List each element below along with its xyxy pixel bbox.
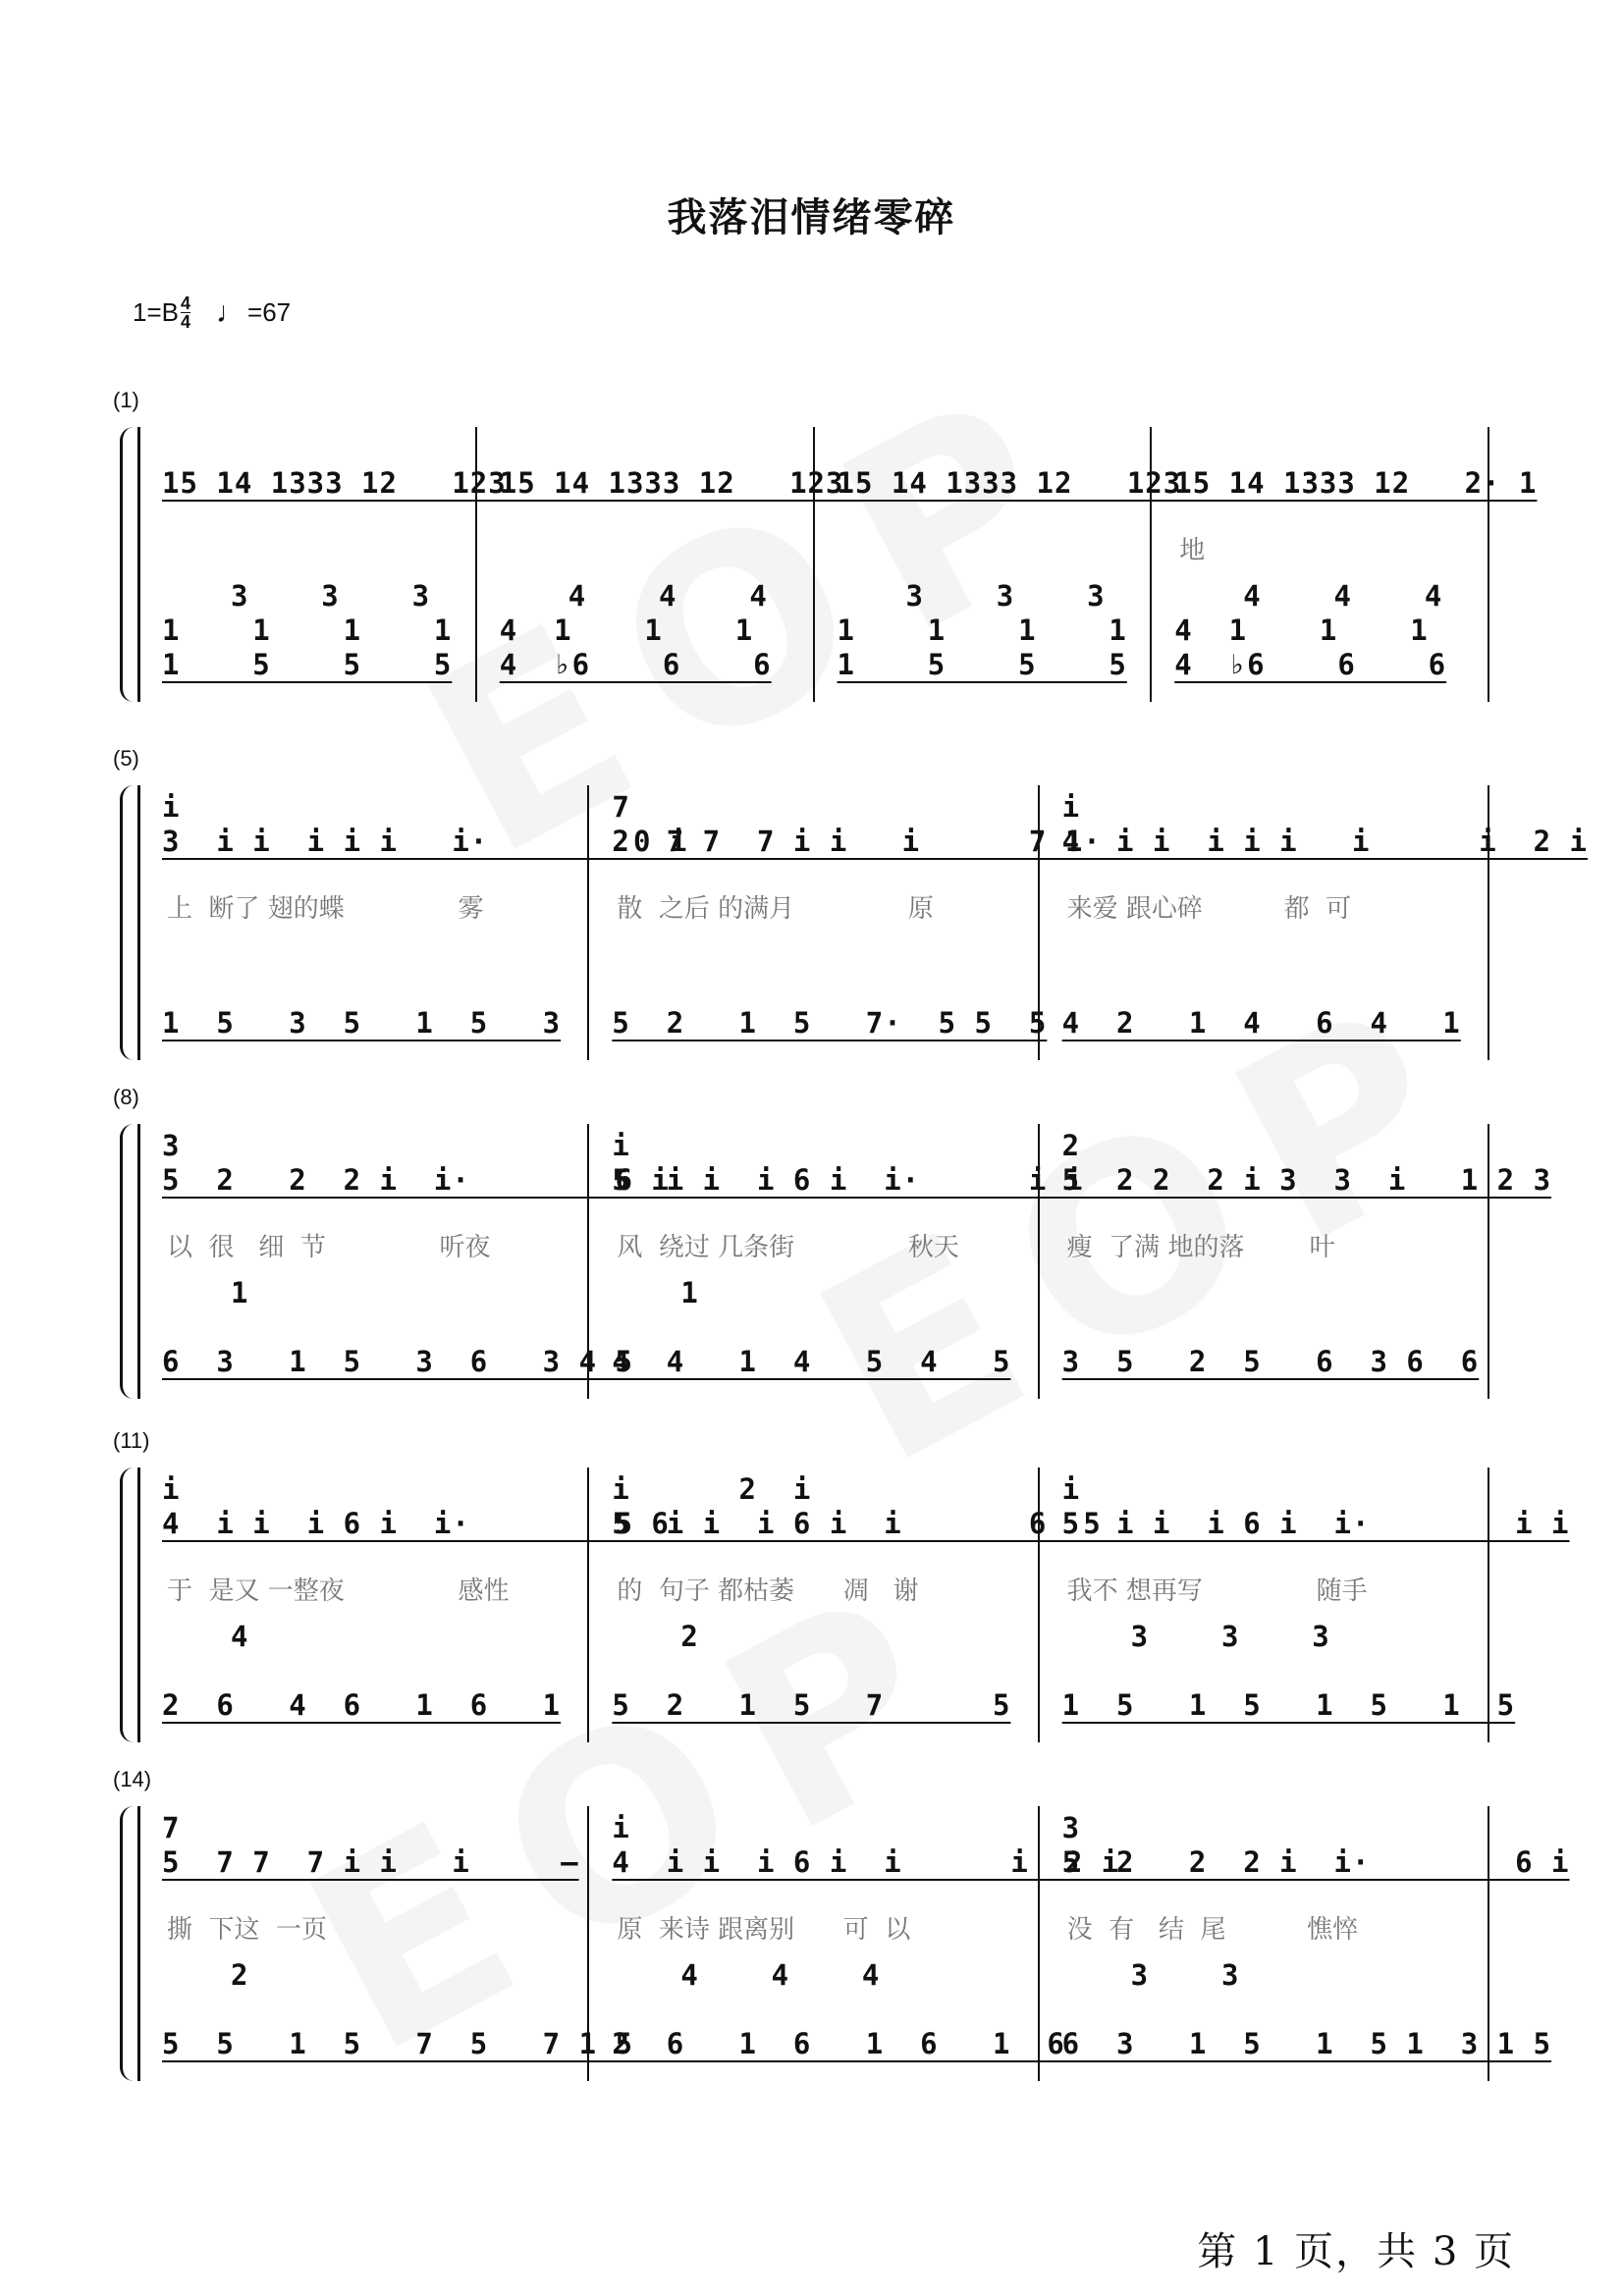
melody-measure: 5 7 7 7 i i i –	[162, 1845, 579, 1879]
upper-chord-note: i	[612, 1811, 630, 1844]
melody-measure: 15 14 1333 12 123	[499, 466, 844, 500]
bass-chord-note: 3 3 3	[905, 579, 1106, 613]
bar-line	[137, 1806, 140, 2081]
bass-middle-note: 1 1 1 1	[162, 614, 453, 647]
melody-measure: 5 i i i 6 i i· i i	[1061, 1507, 1570, 1540]
bass-chord-note: 3 3	[1130, 1958, 1240, 1992]
bass-measure: 4 ♭6 6 6	[1174, 648, 1447, 681]
tempo-key-info	[133, 294, 291, 331]
lyric-line: 于 是又 一整夜 感性	[167, 1576, 510, 1606]
upper-chord-note: 3	[162, 1129, 181, 1162]
measure-number: (11)	[113, 1428, 150, 1453]
lyric-line: 以 很 细 节 听夜	[167, 1233, 491, 1262]
bass-measure: 6 3 1 5 1 5 1 3 1 5	[1061, 2027, 1552, 2060]
melody-measure: 3 i i i i i i· 0 i	[162, 825, 688, 858]
bass-chord-note: 4 4 4	[680, 1958, 881, 1992]
bass-chord-note: 2	[231, 1958, 249, 1992]
melody-measure: 4 i i i i i i i 2 i	[1061, 825, 1588, 858]
quarter-note-icon: ♩	[216, 295, 246, 329]
bass-measure: 6 3 1 5 3 6 3 4 5	[162, 1345, 633, 1378]
upper-chord-note: 7	[162, 1811, 181, 1844]
staff-brace	[120, 1468, 136, 1742]
upper-chord-note: 2	[1061, 1129, 1081, 1162]
melody-measure: 5 2 2 2 i 3 3 i 1 2 3	[1061, 1163, 1552, 1197]
measure-number: (14)	[113, 1767, 152, 1791]
bass-measure: 1 5 5 5	[837, 648, 1127, 681]
bass-chord-note: 3 3 3	[1130, 1620, 1330, 1653]
melody-measure: 4 i i i 6 i i i 2 i	[612, 1845, 1120, 1879]
bass-measure: 1 5 1 5 1 5 1 5	[1061, 1688, 1516, 1722]
melody-measure: 5 i i i 6 i i· i i	[612, 1163, 1084, 1197]
measure-number: (1)	[113, 388, 139, 412]
lyric-line: 风 绕过 几条街 秋天	[617, 1233, 959, 1262]
bass-middle-note: 4 1 1 1	[1174, 614, 1429, 647]
lyric-line: 我不 想再写 随手	[1066, 1576, 1368, 1606]
score-system	[0, 1085, 1623, 1399]
melody-measure: 4 i i i 6 i i· 5 6	[162, 1507, 670, 1540]
lyric-line: 没 有 结 尾 憔悴	[1066, 1915, 1359, 1945]
lyric-line: 地	[1179, 536, 1206, 565]
score-title: 我落泪情绪零碎	[667, 195, 956, 240]
bass-chord-note: 4	[231, 1620, 249, 1653]
upper-chord-note: 3	[1061, 1811, 1081, 1844]
bass-chord-note: 1	[231, 1276, 249, 1309]
bar-line	[137, 785, 140, 1060]
bass-measure: 5 5 1 5 7 5 7 1 5	[162, 2027, 633, 2060]
melody-measure: 5 2 2 2 i i· 6 i	[1061, 1845, 1570, 1879]
bass-measure: 2 6 1 6 1 6 1 6	[612, 2027, 1065, 2060]
bass-measure: 4 2 1 4 6 4 1	[1061, 1006, 1461, 1040]
bass-chord-note: 4 4 4	[568, 579, 768, 613]
bass-measure: 3 5 2 5 6 3 6 6	[1061, 1345, 1480, 1378]
upper-chord-note: i 2 i	[612, 1472, 812, 1506]
bass-measure: 1 5 3 5 1 5 3	[162, 1006, 562, 1040]
staff-brace	[120, 427, 136, 702]
lyric-line: 撕 下这 一页	[167, 1915, 328, 1945]
bar-line	[137, 1468, 140, 1742]
bass-chord-note: 1	[680, 1276, 699, 1309]
score-system	[0, 388, 1623, 702]
bass-measure: 4 4 1 4 5 4 5	[612, 1345, 1011, 1378]
lyric-line: 上 断了 翅的蝶 雾	[167, 894, 484, 924]
measure-number: (8)	[113, 1085, 139, 1109]
measure-number: (5)	[113, 746, 139, 771]
upper-chord-note: i	[162, 790, 181, 824]
bass-chord-note: 3 3 3	[231, 579, 431, 613]
bass-middle-note: 4 1 1 1	[499, 614, 754, 647]
staff-brace	[120, 1124, 136, 1399]
melody-measure: 15 14 1333 12 123	[162, 466, 507, 500]
bass-chord-note: 4 4 4	[1243, 579, 1443, 613]
upper-chord-note: i	[1061, 1472, 1081, 1506]
time-signature: 4 4	[181, 294, 191, 332]
bass-measure: 4 ♭6 6 6	[499, 648, 772, 681]
bass-middle-note: 1 1 1 1	[837, 614, 1127, 647]
lyric-line: 的 句子 都枯萎 凋 谢	[617, 1576, 919, 1606]
bar-line	[137, 1124, 140, 1399]
bass-measure: 5 2 1 5 7· 5 5 5	[612, 1006, 1048, 1040]
melody-measure: 15 14 1333 12 123	[837, 466, 1182, 500]
key-signature: 1=B	[133, 297, 179, 327]
bass-chord-note: 2	[680, 1620, 699, 1653]
lyric-line: 原 来诗 跟离别 可 以	[617, 1915, 911, 1945]
lyric-line: 来爱 跟心碎 都 可	[1066, 894, 1352, 924]
bass-measure: 5 2 1 5 7 5	[612, 1688, 1011, 1722]
melody-measure: 5 2 2 2 i i· 6 i	[162, 1163, 670, 1197]
melody-measure: 2 7 7 7 i i i 7 1·	[612, 825, 1102, 858]
staff-brace	[120, 785, 136, 1060]
upper-chord-note: i	[162, 1472, 181, 1506]
tempo-value: =67	[247, 297, 292, 327]
staff-brace	[120, 1806, 136, 2081]
upper-chord-note: 7	[612, 790, 630, 824]
upper-chord-note: i	[1061, 790, 1081, 824]
page-number: 第 1 页，共 3 页	[1197, 2229, 1515, 2274]
upper-chord-note: i	[612, 1129, 630, 1162]
bass-measure: 1 5 5 5	[162, 648, 453, 681]
score-system	[0, 1428, 1623, 1742]
melody-measure: 15 14 1333 12 2· 1	[1174, 466, 1538, 500]
bass-measure: 2 6 4 6 1 6 1	[162, 1688, 562, 1722]
bar-line	[137, 427, 140, 702]
score-system	[0, 746, 1623, 1060]
score-system	[0, 1767, 1623, 2081]
lyric-line: 散 之后 的满月 原	[617, 894, 934, 924]
melody-measure: 5 i i i 6 i i 6 5	[612, 1507, 1102, 1540]
lyric-line: 瘦 了满 地的落 叶	[1066, 1233, 1335, 1262]
